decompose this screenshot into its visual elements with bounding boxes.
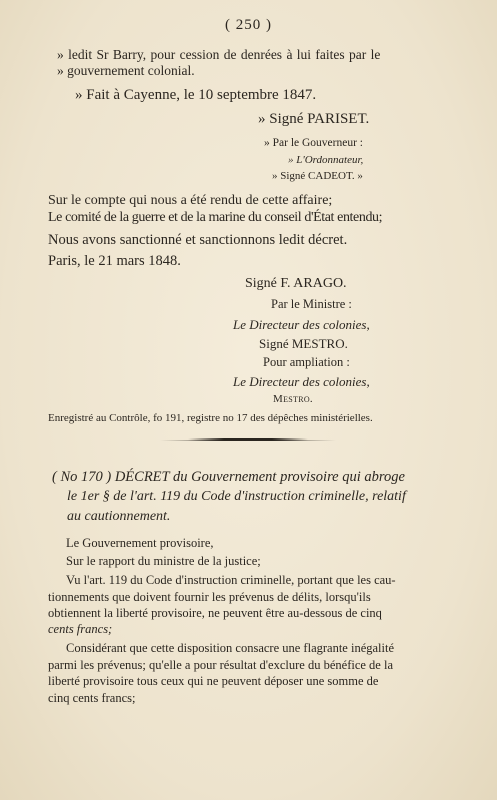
quote-line-1: » ledit Sr Barry, pour cession de denrées à lui faites par le [57, 47, 381, 62]
decree-heading-1: ( No 170 ) DÉCRET du Gouvernement provisoire qui abroge [52, 469, 405, 485]
decree-paragraph-2: Sur le rapport du ministre de la justice; [66, 554, 261, 568]
decree-paragraph-3-line-2: tionnements que doivent fournir les prévenus de délits, lorsqu'ils [48, 590, 371, 604]
page-number: ( 250 ) [225, 17, 272, 33]
decision-line-1: Sur le compte qui nous a été rendu de cette affaire; [48, 193, 333, 208]
decision-line-2: Le comité de la guerre et de la marine du conseil d'État entendu; [48, 210, 383, 225]
signed-cadeot: » Signé CADEOT. » [272, 170, 363, 182]
separator-rule [188, 438, 308, 441]
decree-heading-3: au cautionnement. [67, 509, 171, 524]
decree-paragraph-3-line-4: cents francs; [48, 622, 113, 636]
decree-paragraph-1: Le Gouvernement provisoire, [66, 536, 214, 550]
pour-ampliation: Pour ampliation : [263, 355, 350, 369]
signed-arago: Signé F. ARAGO. [245, 276, 347, 291]
par-le-gouverneur: » Par le Gouverneur : [264, 137, 363, 149]
ordonnateur-line: » L'Ordonnateur, [288, 154, 364, 166]
directeur-line-2: Le Directeur des colonies, [233, 374, 370, 389]
done-at-line: » Fait à Cayenne, le 10 septembre 1847. [75, 87, 317, 103]
decree-paragraph-4-line-2: parmi les prévenus; qu'elle a pour résultat d'exclure du bénéfice de la [48, 658, 393, 672]
decision-line-3: Nous avons sanctionné et sanctionnons ledit décret. [48, 232, 348, 248]
decree-paragraph-3-line-3: obtiennent la liberté provisoire, ne peuvent être au-dessous de cinq [48, 606, 382, 620]
quote-line-2: » gouvernement colonial. [57, 63, 195, 78]
signed-mestro: Signé MESTRO. [259, 336, 348, 351]
decree-paragraph-4-line-1: Considérant que cette disposition consacre une flagrante inégalité [66, 641, 395, 655]
decree-paragraph-4-line-4: cinq cents francs; [48, 691, 136, 705]
par-le-ministre: Par le Ministre : [271, 297, 352, 311]
decision-date: Paris, le 21 mars 1848. [48, 253, 181, 269]
decree-heading-2: le 1er § de l'art. 119 du Code d'instruction criminelle, relatif [67, 489, 406, 504]
directeur-line-1: Le Directeur des colonies, [233, 317, 370, 332]
decree-paragraph-3-line-1: Vu l'art. 119 du Code d'instruction criminelle, portant que les cau- [66, 573, 396, 587]
registration-line: Enregistré au Contrôle, fo 191, registre no 17 des dépêches ministérielles. [48, 412, 373, 424]
decree-paragraph-4-line-3: liberté provisoire tous ceux qui ne peuvent déposer une somme de [48, 674, 379, 688]
mestro-name: Mestro. [273, 393, 313, 405]
signed-pariset: » Signé PARISET. [258, 111, 370, 127]
